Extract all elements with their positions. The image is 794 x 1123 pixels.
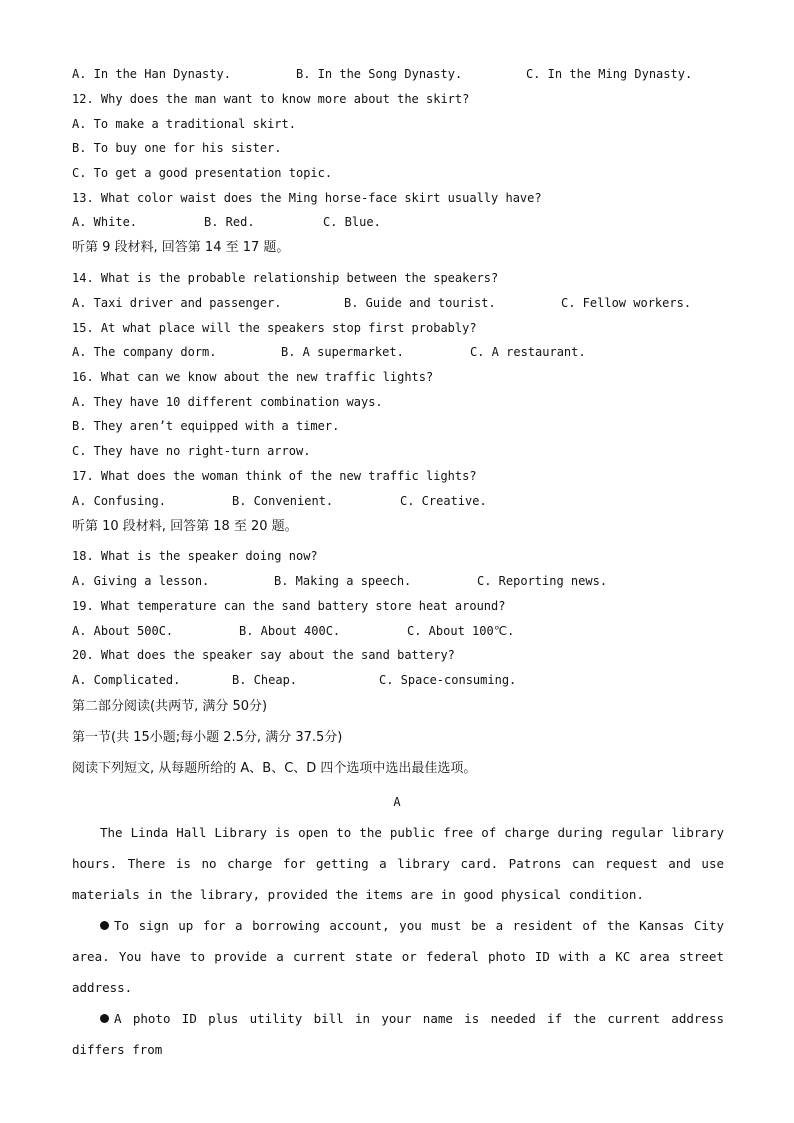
q12-option-c: C. To get a good presentation topic. [72, 166, 333, 180]
q19-option-b: B. About 400C. [239, 624, 341, 638]
q12-question: 12. Why does the man want to know more about the skirt? [72, 92, 470, 106]
passage-body [72, 817, 724, 1065]
reading-instruction: 阅读下列短文, 从每题所给的 A、B、C、D 四个选项中选出最佳选项。 [72, 761, 477, 776]
q20-option-c: C. Space-consuming. [379, 673, 517, 687]
q14-option-c: C. Fellow workers. [561, 296, 692, 310]
q16-question: 16. What can we know about the new traffic lights? [72, 370, 434, 384]
q17-option-a: A. Confusing. [72, 494, 166, 508]
q18-option-c: C. Reporting news. [477, 574, 608, 588]
q12-option-b: B. To buy one for his sister. [72, 141, 282, 155]
q15-option-b: B. A supermarket. [281, 345, 404, 359]
q20-question: 20. What does the speaker say about the sand battery? [72, 648, 455, 662]
passage-bullet-1-text: To sign up for a borrowing account, you must be a resident of the Kansas City area. You have to provide a current state or federal photo ID with a KC area street address. [72, 918, 724, 995]
q14-option-a: A. Taxi driver and passenger. [72, 296, 282, 310]
q17-question: 17. What does the woman think of the new traffic lights? [72, 469, 477, 483]
q15-option-a: A. The company dorm. [72, 345, 217, 359]
q14-question: 14. What is the probable relationship between the speakers? [72, 271, 499, 285]
part-2-title: 第二部分阅读(共两节, 满分 50分) [72, 699, 268, 714]
q17-option-b: B. Convenient. [232, 494, 334, 508]
passage-bullet-2-text: A photo ID plus utility bill in your name is needed if the current address differs from [72, 1011, 724, 1057]
q13-option-c: C. Blue. [323, 215, 381, 229]
q19-question: 19. What temperature can the sand battery store heat around? [72, 599, 506, 613]
bullet-icon [100, 1014, 109, 1023]
q20-option-b: B. Cheap. [232, 673, 298, 687]
passage-bullet-1 [72, 910, 724, 1003]
q15-question: 15. At what place will the speakers stop first probably? [72, 321, 477, 335]
q18-option-b: B. Making a speech. [274, 574, 412, 588]
q13-question: 13. What color waist does the Ming horse-face skirt usually have? [72, 191, 542, 205]
passage-label: A [393, 795, 401, 809]
q11-option-b: B. In the Song Dynasty. [296, 67, 463, 81]
q19-option-a: A. About 500C. [72, 624, 174, 638]
q20-option-a: A. Complicated. [72, 673, 181, 687]
section-9-heading: 听第 9 段材料, 回答第 14 至 17 题。 [72, 240, 290, 255]
q14-option-b: B. Guide and tourist. [344, 296, 496, 310]
q12-option-a: A. To make a traditional skirt. [72, 117, 296, 131]
passage-paragraph-1: The Linda Hall Library is open to the public free of charge during regular library hours. There is no charge for getting a library card. Patrons can request and use materials in the library, provided the items are in good physical condition. [72, 825, 724, 902]
q16-option-c: C. They have no right-turn arrow. [72, 444, 311, 458]
bullet-icon [100, 921, 109, 930]
q13-option-b: B. Red. [204, 215, 255, 229]
q16-option-a: A. They have 10 different combination ways. [72, 395, 383, 409]
q15-option-c: C. A restaurant. [470, 345, 586, 359]
q17-option-c: C. Creative. [400, 494, 487, 508]
passage-bullet-2 [72, 1003, 724, 1065]
q19-option-c: C. About 100℃. [407, 624, 515, 638]
section-10-heading: 听第 10 段材料, 回答第 18 至 20 题。 [72, 519, 298, 534]
q18-question: 18. What is the speaker doing now? [72, 549, 318, 563]
q16-option-b: B. They aren’t equipped with a timer. [72, 419, 340, 433]
q13-option-a: A. White. [72, 215, 138, 229]
q11-option-c: C. In the Ming Dynasty. [526, 67, 693, 81]
section-1-title: 第一节(共 15小题;每小题 2.5分, 满分 37.5分) [72, 730, 343, 745]
q18-option-a: A. Giving a lesson. [72, 574, 210, 588]
q11-option-a: A. In the Han Dynasty. [72, 67, 231, 81]
